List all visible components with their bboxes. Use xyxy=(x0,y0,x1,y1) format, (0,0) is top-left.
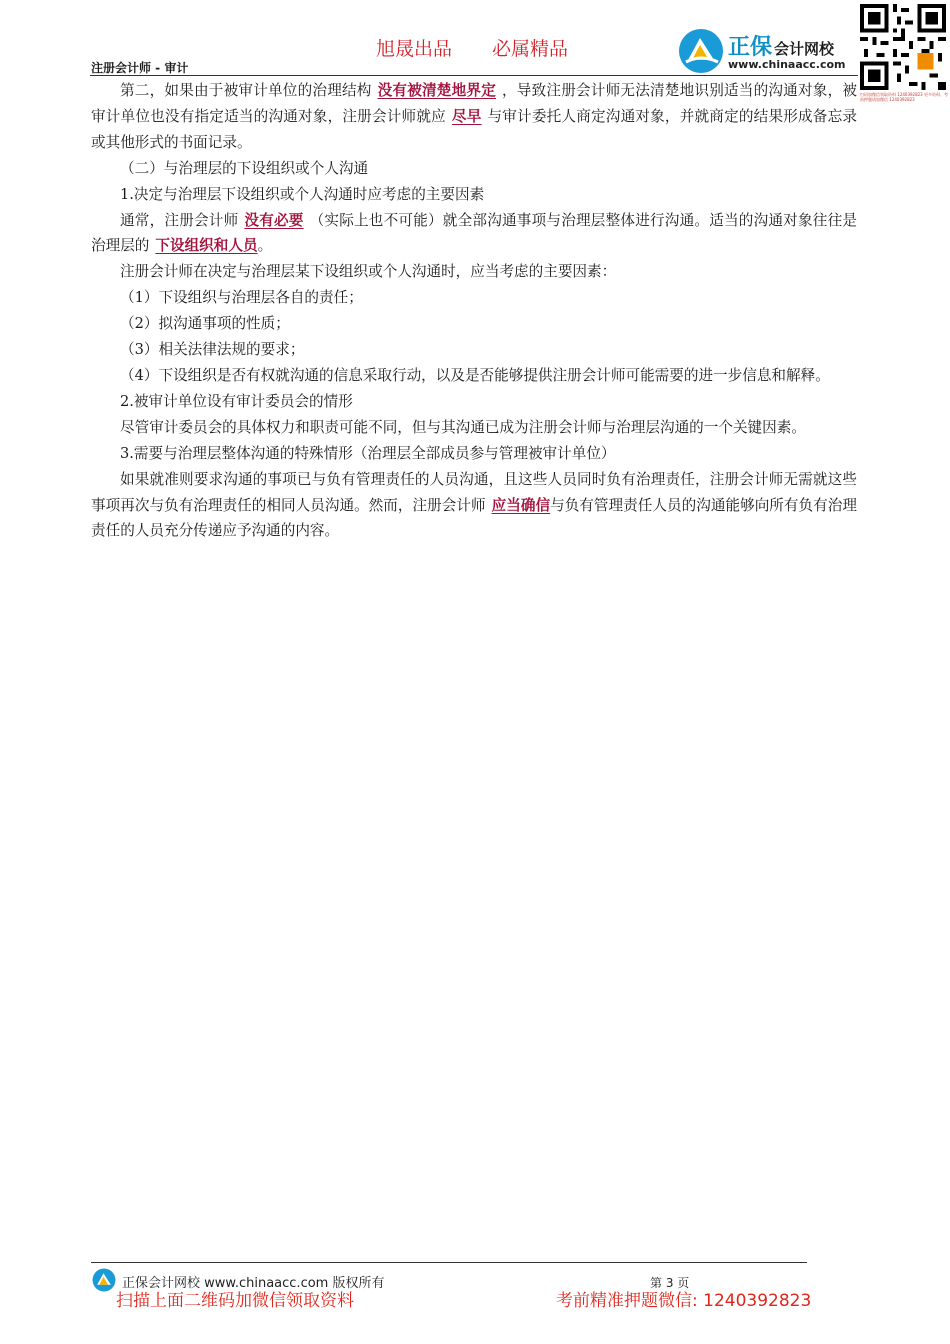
highlight-term: 应当确信 xyxy=(491,496,551,514)
footer-promo-left: 扫描上面二维码加微信领取资料 xyxy=(116,1291,354,1311)
section-heading: （二）与治理层的下设组织或个人沟通 xyxy=(120,159,369,177)
list-item: （3）相关法律法规的要求； xyxy=(120,341,305,359)
paragraph-factors-intro: 注册会计师在决定与治理层某下设组织或个人沟通时，应当考虑的主要因素： xyxy=(120,263,617,281)
header-divider xyxy=(90,75,858,76)
subsection-heading: 1.决定与治理层下设组织或个人沟通时应考虑的主要因素 xyxy=(120,185,485,203)
text-run: 。 xyxy=(257,237,273,255)
logo-mark-icon xyxy=(678,28,724,74)
highlight-term: 没有被清楚地界定 xyxy=(377,82,496,99)
logo-url: www.chinaacc.com xyxy=(728,58,846,71)
paragraph-subgroup xyxy=(91,208,857,260)
text-run: 与负有管理责任人员的沟通能够向所有负有治理责任的人员充分传递应予沟通的内容。 xyxy=(91,496,857,540)
text-run: 第二，如果由于被审计单位的治理结构 xyxy=(120,82,372,99)
footer-logo-icon xyxy=(92,1268,116,1292)
text-run: 与审计委托人商定沟通对象，并就商定的结果形成备忘录或其他形式的书面记录。 xyxy=(91,107,857,151)
brand-slogan xyxy=(376,34,568,61)
paragraph-governance xyxy=(91,78,857,156)
logo-name-main: 正保 xyxy=(728,35,773,60)
text-run: 通常，注册会计师 xyxy=(120,211,239,229)
logo-name xyxy=(728,30,834,61)
text-run: （实际上也不可能）就全部沟通事项与治理层整体进行沟通。适当的沟通对象往往是治理层的 xyxy=(91,211,857,255)
list-item: （2）拟沟通事项的性质； xyxy=(120,315,290,333)
document-body xyxy=(91,78,857,544)
text-run: 如果就准则要求沟通的事项已与负有管理责任的人员沟通，且这些人员同时负有治理责任，注册会计师无需就这些事项再次与负有治理责任的相同人员沟通。然而，注册会计师 xyxy=(91,470,857,514)
qr-caption: 扫码加微信领取资料 1240392823 更多资料、考前押题请加微信 1240392823 xyxy=(860,92,948,102)
logo-name-sub: 会计网校 xyxy=(774,40,835,58)
footer-promo-right: 考前精准押题微信: 1240392823 xyxy=(556,1291,812,1311)
highlight-term: 尽早 xyxy=(451,107,482,125)
qr-code-icon xyxy=(860,4,946,90)
chinaacc-logo xyxy=(678,28,858,78)
highlight-term: 下设组织和人员 xyxy=(155,237,258,255)
subsection-heading: 3.需要与治理层整体沟通的特殊情形（治理层全部成员参与管理被审计单位） xyxy=(120,444,616,462)
paragraph-special-case xyxy=(91,467,857,545)
slogan-left: 旭晟出品 xyxy=(376,38,453,60)
text-run: ，导致注册会计师无法清楚地识别适当的沟通对象，被审计单位也没有指定适当的沟通对象，注册会计师就应 xyxy=(91,82,857,125)
slogan-right: 必属精品 xyxy=(492,38,569,60)
subsection-heading: 2.被审计单位设有审计委员会的情形 xyxy=(120,392,353,410)
page-number: 第 3 页 xyxy=(650,1276,690,1290)
paragraph-audit-committee: 尽管审计委员会的具体权力和职责可能不同，但与其沟通已成为注册会计师与治理层沟通的一个关键因素。 xyxy=(120,418,806,436)
footer-divider xyxy=(91,1262,807,1263)
list-item: （4）下设组织是否有权就沟通的信息采取行动，以及是否能够提供注册会计师可能需要的进一步信息和解释。 xyxy=(120,366,830,384)
running-header: 注册会计师 - 审计 xyxy=(91,61,189,75)
list-item: （1）下设组织与治理层各自的责任； xyxy=(120,289,363,307)
footer-copyright: 正保会计网校 www.chinaacc.com 版权所有 xyxy=(122,1276,385,1291)
highlight-term: 没有必要 xyxy=(244,211,304,229)
